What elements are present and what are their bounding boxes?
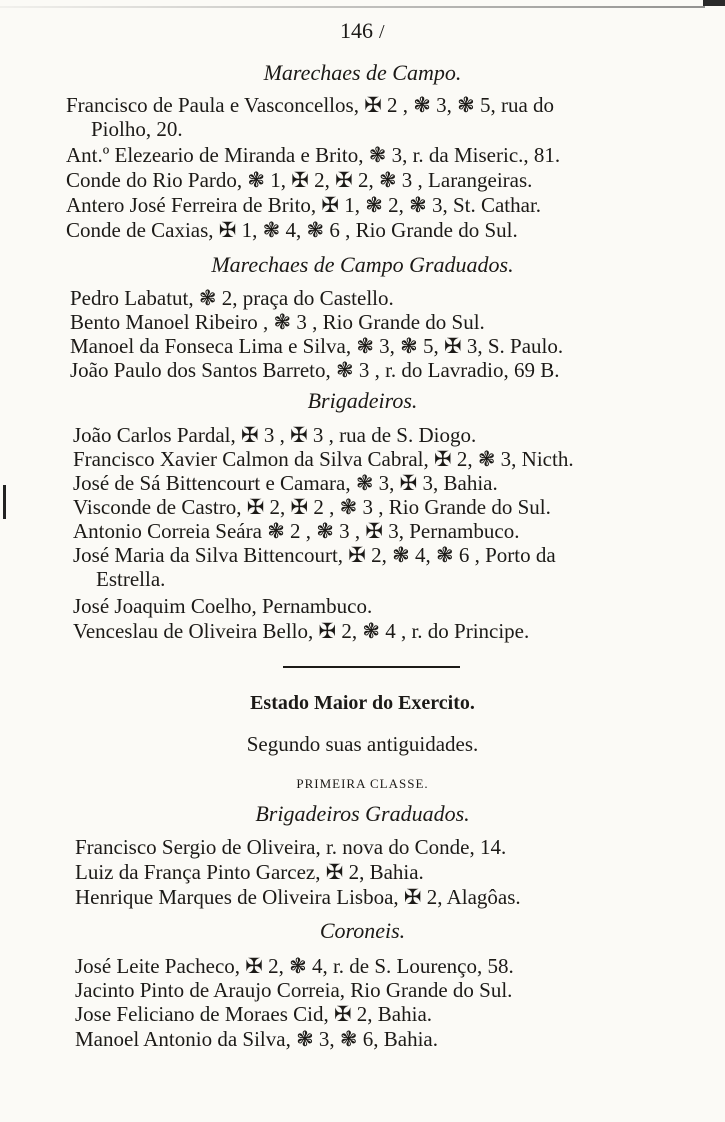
top-rule — [0, 6, 705, 8]
estado-subtitle: Segundo suas antiguidades. — [246, 732, 479, 756]
list-item: Francisco Xavier Calmon da Silva Cabral, ✠ 2, ❃ 3, Nicth. — [73, 447, 574, 471]
list-item: Antero José Ferreira de Brito, ✠ 1, ❃ 2, ❃ 3, St. Cathar. — [66, 193, 542, 217]
list-item: Jacinto Pinto de Araujo Correia, Rio Grande do Sul. — [75, 978, 513, 1002]
section-heading: Brigadeiros. — [307, 388, 418, 413]
list-item: Pedro Labatut, ❃ 2, praça do Castello. — [70, 286, 394, 310]
list-item: João Paulo dos Santos Barreto, ❃ 3 , r. do Lavradio, 69 B. — [70, 358, 560, 382]
page-number — [340, 18, 385, 44]
classe-label: PRIMEIRA CLASSE. — [296, 776, 429, 791]
list-item: Francisco Sergio de Oliveira, r. nova do Conde, 14. — [75, 835, 507, 859]
list-item: Piolho, 20. — [91, 117, 183, 141]
list-item: Manoel Antonio da Silva, ❃ 3, ❃ 6, Bahia. — [75, 1027, 438, 1051]
list-item: Conde de Caxias, ✠ 1, ❃ 4, ❃ 6 , Rio Grande do Sul. — [66, 218, 518, 242]
list-item: Venceslau de Oliveira Bello, ✠ 2, ❃ 4 , r. do Principe. — [73, 619, 530, 643]
group-heading: Coroneis. — [319, 918, 406, 943]
section-divider — [283, 666, 460, 668]
list-item: João Carlos Pardal, ✠ 3 , ✠ 3 , rua de S. Diogo. — [73, 423, 477, 447]
list-item: Ant.º Elezeario de Miranda e Brito, ❃ 3, r. da Miseric., 81. — [66, 143, 561, 167]
list-item: Antonio Correia Seára ❃ 2 , ❃ 3 , ✠ 3, Pernambuco. — [73, 519, 520, 543]
list-item: Jose Feliciano de Moraes Cid, ✠ 2, Bahia. — [75, 1002, 433, 1026]
page-tick: / — [379, 21, 385, 43]
list-item: José Joaquim Coelho, Pernambuco. — [73, 594, 373, 618]
group-heading: Brigadeiros Graduados. — [255, 801, 470, 826]
list-item: Conde do Rio Pardo, ❃ 1, ✠ 2, ✠ 2, ❃ 3 , Larangeiras. — [66, 168, 533, 192]
list-item: Henrique Marques de Oliveira Lisboa, ✠ 2, Alagôas. — [75, 885, 521, 909]
list-item: José de Sá Bittencourt e Camara, ❃ 3, ✠ 3, Bahia. — [73, 471, 498, 495]
margin-mark — [3, 485, 6, 519]
ink-mark — [703, 0, 725, 6]
section-heading: Marechaes de Campo. — [263, 60, 462, 85]
list-item: Visconde de Castro, ✠ 2, ✠ 2 , ❃ 3 , Rio Grande do Sul. — [73, 495, 551, 519]
list-item: Bento Manoel Ribeiro , ❃ 3 , Rio Grande do Sul. — [70, 310, 485, 334]
section-heading: Marechaes de Campo Graduados. — [211, 252, 514, 277]
page-number-value: 146 — [340, 18, 373, 43]
list-item: José Maria da Silva Bittencourt, ✠ 2, ❃ 4, ❃ 6 , Porto da — [73, 543, 556, 567]
list-item: Francisco de Paula e Vasconcellos, ✠ 2 , ❃ 3, ❃ 5, rua do — [66, 93, 555, 117]
list-item: Manoel da Fonseca Lima e Silva, ❃ 3, ❃ 5, ✠ 3, S. Paulo. — [70, 334, 564, 358]
estado-title: Estado Maior do Exercito. — [250, 692, 475, 714]
list-item: José Leite Pacheco, ✠ 2, ❃ 4, r. de S. Lourenço, 58. — [75, 954, 514, 978]
list-item: Luiz da França Pinto Garcez, ✠ 2, Bahia. — [75, 860, 424, 884]
list-item: Estrella. — [96, 567, 166, 591]
